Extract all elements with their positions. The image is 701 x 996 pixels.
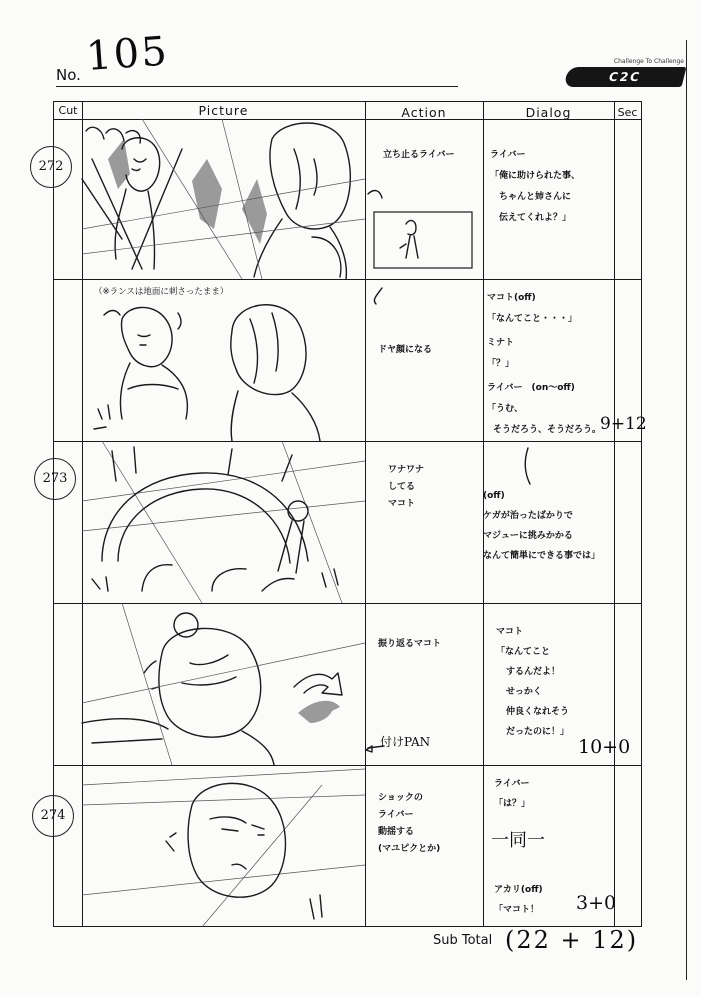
action-row-274: ショックの ライバー 動揺する (マユピクとか) <box>378 793 441 854</box>
panel-272-sketch <box>82 119 365 279</box>
cut-number-273: 273 <box>34 458 76 500</box>
sec-row-274: 3+0 <box>576 892 617 914</box>
action-note-pan: 付けPAN <box>380 735 431 749</box>
dialog-row-272b-a: マコト(off) 「なんてこと・・・」 <box>487 293 578 324</box>
header-dialog: Dialog <box>525 105 572 120</box>
panel-273b-sketch <box>82 603 365 765</box>
page-number-underline <box>56 86 458 87</box>
dialog-continuation-mark <box>520 446 540 486</box>
action-row-273b: 振り返るマコト <box>378 639 442 649</box>
sec-row-272b: 9+12 <box>600 414 647 434</box>
page-number-label: No. <box>56 66 81 84</box>
header-picture: Picture <box>198 103 249 118</box>
cut-number-274: 274 <box>32 795 74 837</box>
header-cut: Cut <box>58 104 78 117</box>
binding-line <box>686 40 687 980</box>
sec-row-273b: 10+0 <box>578 736 631 758</box>
page-number: 105 <box>84 28 171 80</box>
panel-272b-note: （※ランスは地面に刺さったまま） <box>94 287 229 297</box>
header-action: Action <box>401 105 447 120</box>
camera-inset-frame <box>366 188 478 306</box>
header-sec: Sec <box>617 106 638 119</box>
logo-badge: C2C <box>564 67 687 87</box>
cut-number-272: 272 <box>30 146 72 188</box>
subtotal-value: (22 + 12) <box>505 926 639 954</box>
studio-logo <box>556 58 686 92</box>
dialog-row-274-b: アカリ(off) 「マコト！ <box>494 885 543 915</box>
action-row-272: 立ち止るライバー <box>383 150 455 160</box>
panel-273-sketch <box>82 441 365 603</box>
action-row-273: ワナワナ してる マコト <box>388 465 425 509</box>
dialog-row-273: (off) ケガが治ったばかりで マジューに挑みかかる なんて簡単にできる事では」 <box>483 491 601 561</box>
action-row-272b: ドヤ顔になる <box>378 345 433 355</box>
subtotal-label: Sub Total <box>433 933 493 948</box>
logo-subtitle: Challenge To Challenge <box>613 58 684 65</box>
panel-274-sketch <box>82 765 365 927</box>
panel-272b-sketch <box>82 279 365 441</box>
col-divider-dialog <box>614 102 615 926</box>
dialog-row-274-a: ライバー 「は？」 <box>494 779 531 809</box>
dialog-note-274: 一同一 <box>491 830 545 851</box>
dialog-row-273b: マコト 「なんてこと するんだよ！ せっかく 仲良くなれそう だったのに！」 <box>496 627 570 737</box>
dialog-row-272b-c: ライバー (on〜off) 「うむ、 そうだろう、そうだろう。 <box>487 383 602 435</box>
dialog-row-272: ライバー 「俺に助けられた事、 ちゃんと姉さんに 伝えてくれよ？」 <box>490 150 581 223</box>
dialog-row-272b-b: ミナト 「？」 <box>487 338 515 369</box>
